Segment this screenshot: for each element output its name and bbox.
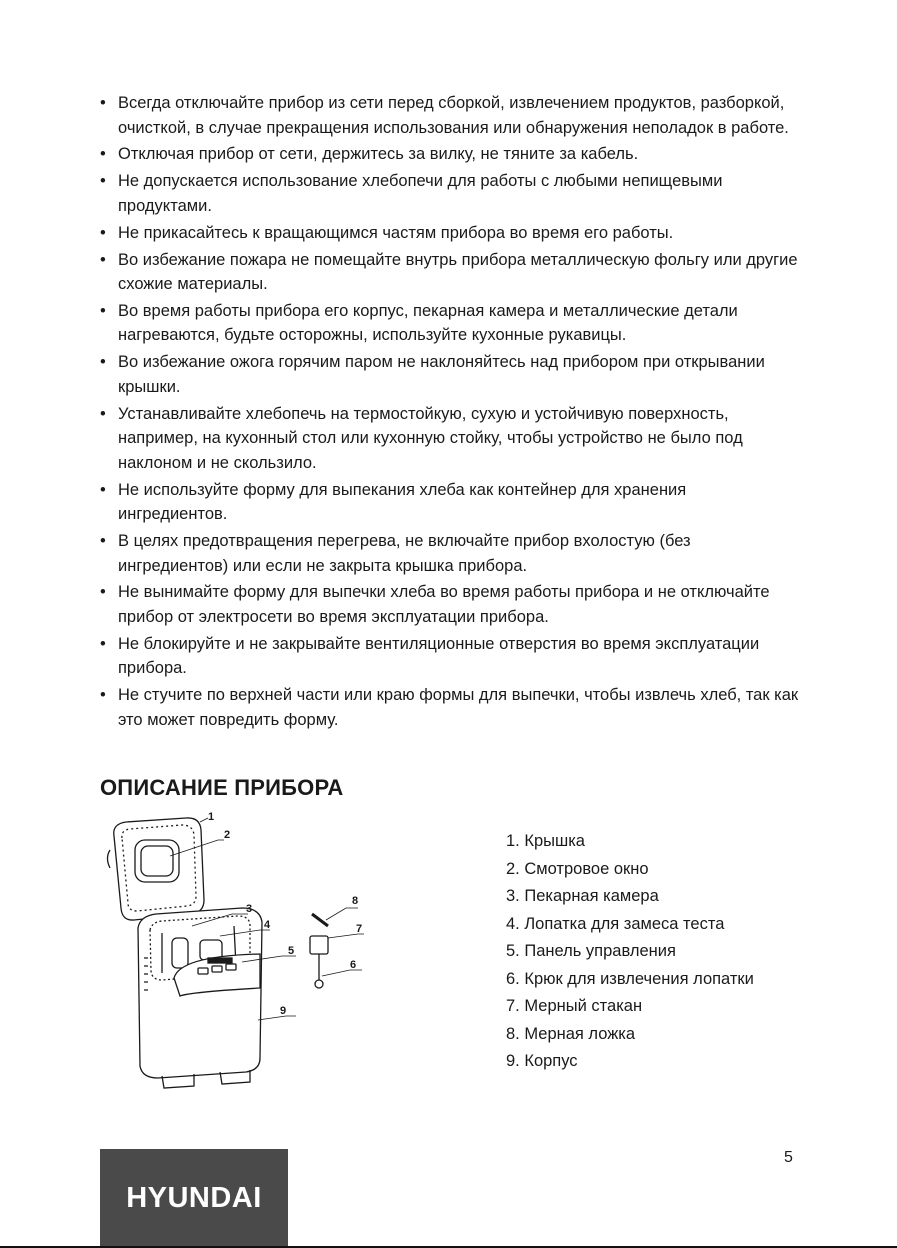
warning-item xyxy=(100,350,800,399)
bullet: • xyxy=(100,250,106,269)
safety-warnings-list xyxy=(100,91,800,735)
accessories-illustration xyxy=(310,914,328,988)
lid-illustration xyxy=(108,818,205,920)
callout-4: 4 xyxy=(264,919,271,931)
warning-text: Не прикасайтесь к вращающимся частям прибора во время его работы. xyxy=(118,223,674,242)
warning-item xyxy=(100,142,800,167)
bullet: • xyxy=(100,480,106,499)
warning-item xyxy=(100,221,800,246)
warning-text: Во избежание ожога горячим паром не наклоняйтесь над прибором при открывании крышки. xyxy=(118,353,765,396)
bullet: • xyxy=(100,634,106,653)
part-item: 2. Смотровое окно xyxy=(506,859,649,878)
callout-7: 7 xyxy=(356,923,363,935)
callout-5: 5 xyxy=(288,945,295,957)
part-item: 5. Панель управления xyxy=(506,942,676,960)
warning-text: Не стучите по верхней части или краю формы для выпечки, чтобы извлечь хлеб, так как это может повредить форму. xyxy=(118,686,799,729)
part-item: 4. Лопатка для замеса теста xyxy=(506,914,725,933)
part-item: 3. Пекарная камера xyxy=(506,887,659,905)
warning-text: Всегда отключайте прибор из сети перед сборкой, извлечением продуктов, разборкой, очисткой, в случае прекращения использования или обнаружения неполадок в работе. xyxy=(118,94,789,137)
warning-item xyxy=(100,299,800,348)
warning-item xyxy=(100,169,800,218)
part-item: 9. Корпус xyxy=(506,1052,578,1070)
bullet: • xyxy=(100,583,106,602)
warning-item xyxy=(100,248,800,297)
parts-list xyxy=(506,828,754,1076)
warning-text: Отключая прибор от сети, держитесь за вилку, не тяните за кабель. xyxy=(118,145,639,164)
callout-6: 6 xyxy=(350,959,357,971)
warning-item xyxy=(100,402,800,476)
brand-name: HYUNDAI xyxy=(126,1182,262,1214)
callout-9: 9 xyxy=(280,1005,287,1017)
bullet: • xyxy=(100,301,106,320)
bread-maker-diagram xyxy=(100,808,380,1098)
warning-item xyxy=(100,529,800,578)
warning-text: Не допускается использование хлебопечи для работы с любыми непищевыми продуктами. xyxy=(118,172,723,215)
part-item: 7. Мерный стакан xyxy=(506,997,643,1015)
callout-3: 3 xyxy=(246,903,253,915)
warning-text: Во время работы прибора его корпус, пекарная камера и металлические детали нагреваются, будьте осторожны, используйте кухонные рукавицы. xyxy=(118,301,738,345)
bullet: • xyxy=(100,686,106,705)
bullet: • xyxy=(100,532,106,551)
bullet: • xyxy=(100,94,106,112)
bullet: • xyxy=(100,404,106,423)
page-number: 5 xyxy=(784,1149,793,1166)
callout-2: 2 xyxy=(224,829,231,841)
warning-text: Устанавливайте хлебопечь на термостойкую, сухую и устойчивую поверхность, например, на кухонный стол или кухонную стойку, чтобы устройство не было под наклоном и не скользило. xyxy=(118,404,743,472)
warning-text: Не блокируйте и не закрывайте вентиляционные отверстия во время эксплуатации прибора. xyxy=(118,634,760,678)
housing-illustration xyxy=(138,908,262,1088)
part-item: 6. Крюк для извлечения лопатки xyxy=(506,969,754,988)
bullet: • xyxy=(100,172,106,191)
warning-item xyxy=(100,683,800,732)
callout-8: 8 xyxy=(352,895,359,907)
warning-item xyxy=(100,91,800,140)
brand-logo xyxy=(100,1149,288,1248)
warning-item xyxy=(100,632,800,681)
warning-item xyxy=(100,478,800,527)
bullet: • xyxy=(100,223,106,242)
callout-1: 1 xyxy=(208,811,215,823)
bullet: • xyxy=(100,353,106,372)
warning-text: Не вынимайте форму для выпечки хлеба во время работы прибора и не отключайте прибор от электросети во время эксплуатации прибора. xyxy=(118,583,770,626)
warning-text: Во избежание пожара не помещайте внутрь прибора металлическую фольгу или другие схожие материалы. xyxy=(118,250,798,294)
warning-item xyxy=(100,580,800,629)
part-item: 1. Крышка xyxy=(506,832,585,850)
warning-text: В целях предотвращения перегрева, не включайте прибор вхолостую (без ингредиентов) или если не закрыта крышка прибора. xyxy=(118,532,691,575)
section-title: ОПИСАНИЕ ПРИБОРА xyxy=(100,775,344,800)
warning-text: Не используйте форму для выпекания хлеба как контейнер для хранения ингредиентов. xyxy=(118,480,687,524)
part-item: 8. Мерная ложка xyxy=(506,1024,636,1043)
bullet: • xyxy=(100,145,106,164)
